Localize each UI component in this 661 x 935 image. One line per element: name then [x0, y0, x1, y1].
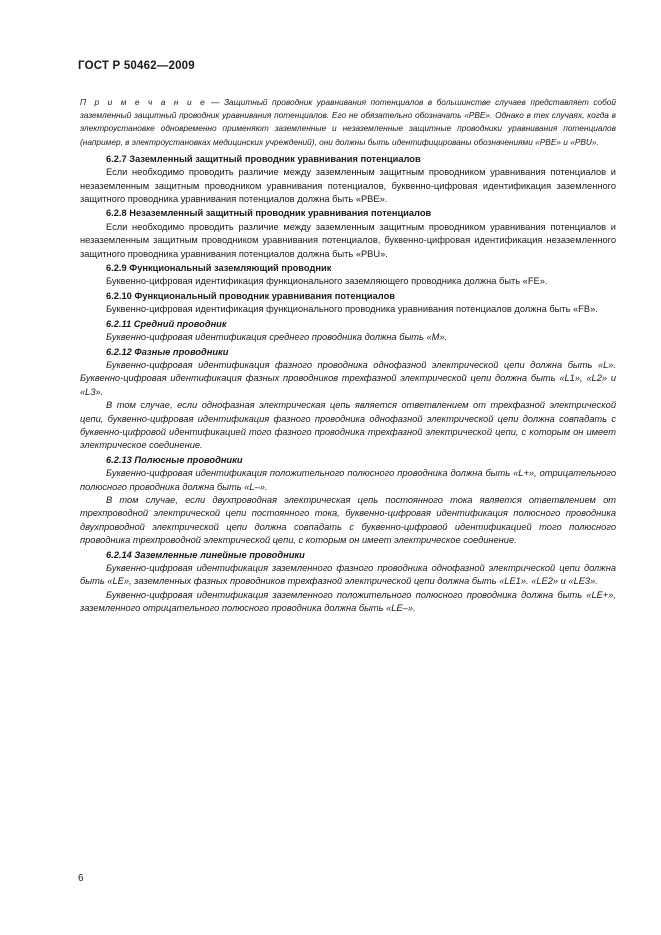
- section-heading: 6.2.10 Функциональный проводник уравнивания потенциалов: [106, 290, 395, 301]
- section-heading: 6.2.13 Полюсные проводники: [106, 454, 243, 465]
- note-text: — Защитный проводник уравнивания потенциалов в большинстве случаев представляет собой заземленный защитный проводник уравнивания потенциалов. Его не обязательно обозначать «PBE». Однако в тех случаях, когда в электроустановке одновременно применяют заземленные и незаземленные защитные проводники уравнивания потенциалов (например, в электроустановках медицинских учреждений), они должны быть идентифицированы обозначениями «PBE» и «PBU».: [80, 97, 616, 147]
- section-paragraph: Буквенно-цифровая идентификация функционального проводника уравнивания потенциалов должна быть «FB».: [106, 304, 598, 315]
- section-heading: 6.2.12 Фазные проводники: [106, 346, 229, 357]
- note-label: П р и м е ч а н и е: [80, 97, 207, 107]
- section-paragraph: Буквенно-цифровая идентификация фазного проводника однофазной электрической цепи должна быть «L». Буквенно-цифровая идентификация фазных проводников трехфазной электрической цепи должна быть «L1», «L2» и «L3».: [80, 359, 616, 397]
- page-number: 6: [78, 873, 84, 884]
- section-heading: 6.2.14 Заземленные линейные проводники: [106, 549, 305, 560]
- document-title: ГОСТ Р 50462—2009: [78, 60, 195, 72]
- section-paragraph: Буквенно-цифровая идентификация среднего проводника должна быть «M».: [106, 332, 448, 343]
- section-heading: 6.2.9 Функциональный заземляющий проводник: [106, 263, 332, 274]
- section-heading: 6.2.8 Незаземленный защитный проводник уравнивания потенциалов: [106, 208, 432, 219]
- section-paragraph: Если необходимо проводить различие между заземленным защитным проводником уравнивания потенциалов и незаземленным защитным проводником уравнивания потенциалов, буквенно-цифровая идентификация незаземленного защитного проводника уравнивания потенциалов должна быть «PBU».: [80, 221, 616, 259]
- section-paragraph: В том случае, если двухпроводная электрическая цепь постоянного тока является ответвлением от трехпроводной электрической цепи постоянного тока, буквенно-цифровая идентификация полюсного проводника двухпроводной электрической цепи должна совпадать с буквенно-цифровой идентификацией того полюсного проводника трехпроводной электрической цепи, с которым он имеет электрическое соединение.: [80, 494, 616, 546]
- section-paragraph: Если необходимо проводить различие между заземленным защитным проводником уравнивания потенциалов и незаземленным защитным проводником уравнивания потенциалов, буквенно-цифровая идентификация заземленного защитного проводника уравнивания потенциалов должна быть «PBE».: [80, 167, 616, 205]
- section-paragraph: Буквенно-цифровая идентификация заземленного фазного проводника однофазной электрической цепи должна быть «LE», заземленных фазных проводников трехфазной электрической цепи должна быть «LE1». «LE2» и «LE3».: [80, 563, 616, 587]
- section-paragraph: В том случае, если однофазная электрическая цепь является ответвлением от трехфазной электрической цепи, буквенно-цифровая идентификация фазного проводника однофазной электрической цепи должна совпадать с буквенно-цифровой идентификацией того фазного проводника трехфазной электрической цепи, с которым он имеет электрическое соединение.: [80, 400, 616, 451]
- section-heading: 6.2.7 Заземленный защитный проводник уравнивания потенциалов: [106, 153, 421, 164]
- section-paragraph: Буквенно-цифровая идентификация заземленного положительного полюсного проводника должна быть «LE+», заземленного отрицательного полюсного проводника должна быть «LE–».: [80, 589, 616, 614]
- section-paragraph: Буквенно-цифровая идентификация функционального заземляющего проводника должна быть «FE».: [106, 276, 548, 287]
- note-paragraph: [80, 96, 616, 149]
- section-paragraph: Буквенно-цифровая идентификация положительного полюсного проводника должна быть «L+», отрицательного полюсного проводника должна быть «L–».: [80, 468, 616, 492]
- section-heading: 6.2.11 Средний проводник: [106, 318, 227, 329]
- document-body: [80, 96, 616, 616]
